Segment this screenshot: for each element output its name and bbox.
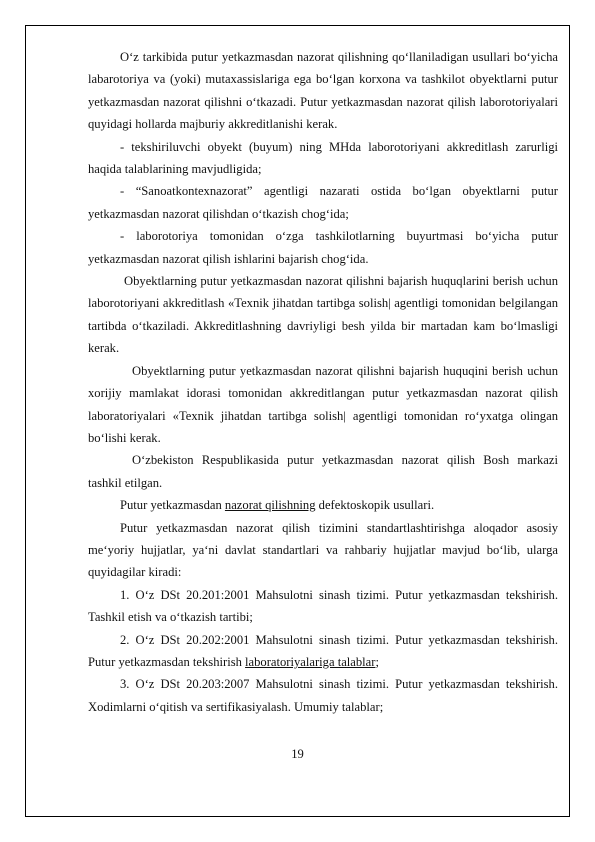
standard-item [88, 673, 558, 718]
standard-item [88, 629, 558, 674]
paragraph-intro: O‘z tarkibida putur yetkazmasdan nazorat qilishning qo‘llaniladigan usullari bo‘yicha labarotoriya va (yoki) mutaxassislariga ega bo‘lgan korxona va tashkilot obyektlarni putur yetkazmasdan nazorat qilishni o‘tkazadi. Putur yetkazmasdan nazorat qilish laborotoriyalari quyidagi hollarda majburiy akkreditlanishi kerak. [88, 50, 558, 132]
laboratoriyalariga-talablar-link[interactable]: laboratoriyalariga talablar [245, 654, 376, 669]
list-item-requirement: - “Sanoatkontexnazorat” agentligi nazarati ostida bo‘lgan obyektlarni putur yetkazmasdan nazorat qilishdan o‘tkazish chog‘ida; [88, 184, 558, 221]
list-item-requirement: - tekshiriluvchi obyekt (buyum) ning MHda laborotoriyani akkreditlash zarurligi haqida talablarining mavjudligida; [88, 139, 558, 177]
paragraph-accreditation: Obyektlarning putur yetkazmasdan nazorat qilishni bajarish huquqlarini berish uchun laborotoriyani akkreditlash «Texnik jihatdan tartibga solish| agentligi tomonidan belgilangan tartibda o‘tkaziladi. Akkreditlashning davriyligi besh yilda bir martadan kam bo‘lmasligi kerak. [88, 274, 558, 356]
standard-item-text: 1. O‘z DSt 20.201:2001 Mahsulotni sinash tizimi. Putur yetkazmasdan tekshirish. Tashkil etish va o‘tkazish tartibi; [88, 587, 558, 625]
standard-item [88, 584, 558, 629]
paragraph-main-center: O‘zbekiston Respublikasida putur yetkazmasdan nazorat qilish Bosh markazi tashkil etilgan. [88, 453, 558, 490]
list-item-requirement: - laborotoriya tomonidan o‘zga tashkilotlarning buyurtmasi bo‘yicha putur yetkazmasdan nazorat qilish ishlarini bajarish chog‘ida. [88, 229, 558, 266]
paragraph-standards-intro: Putur yetkazmasdan nazorat qilish tizimini standartlashtirishga aloqador asosiy me‘yoriy hujjatlar, ya‘ni davlat standartlari va rahbariy hujjatlar mavjud bo‘lib, ularga quyidagilar kiradi: [88, 520, 558, 580]
methods-line-before: Putur yetkazmasdan [120, 498, 225, 513]
document-body [88, 46, 558, 718]
methods-line-after: defektoskopik usullari. [315, 498, 435, 513]
standard-item-text: 2. O‘z DSt 20.202:2001 Mahsulotni sinash tizimi. Putur yetkazmasdan tekshirish. Putur yetkazmasdan tekshirish [88, 632, 558, 669]
nazorat-qilishning-link[interactable]: nazorat qilishning [224, 498, 316, 513]
methods-line [88, 494, 558, 516]
standard-item-text: 3. O‘z DSt 20.203:2007 Mahsulotni sinash tizimi. Putur yetkazmasdan tekshirish. Xodimlarni o‘qitish va sertifikasiyalash. Umumiy talablar; [88, 677, 558, 714]
page-number: 19 [291, 747, 304, 761]
standard-item-after: ; [375, 654, 379, 669]
paragraph-foreign-labs: Obyektlarning putur yetkazmasdan nazorat qilishni bajarish huquqini berish uchun xorijiy mamlakat idorasi tomonidan akkreditlangan putur yetkazmasdan nazorat qilish laboratoriyalari «Texnik jihatdan tartibga solish| agentligi tomonidan ro‘yxatga olingan bo‘lishi kerak. [88, 363, 558, 445]
